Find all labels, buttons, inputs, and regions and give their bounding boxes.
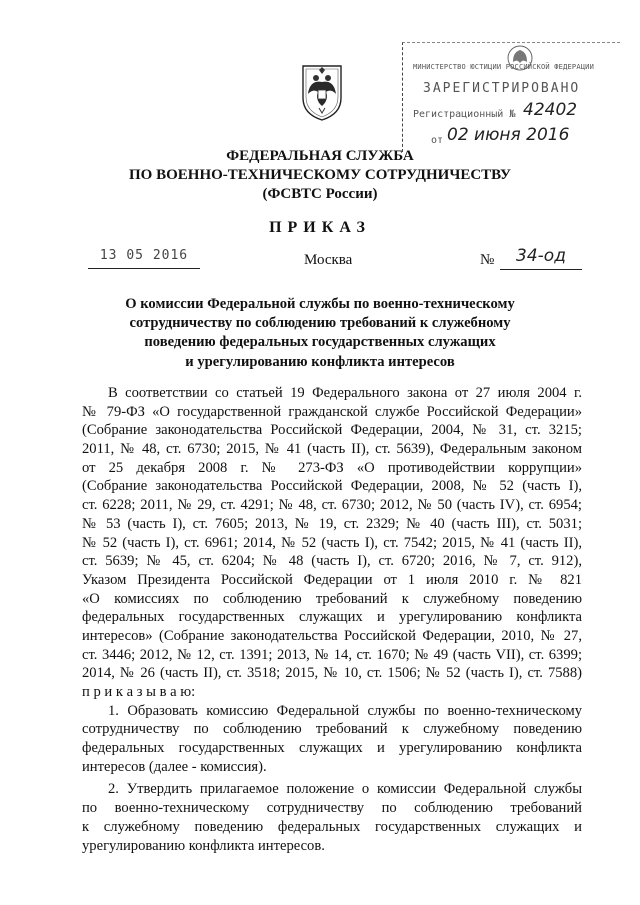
item2-line: урегулированию конфликта интересов.: [82, 837, 325, 854]
item1-line: сотрудничеству по соблюдению требований к служебному поведению: [82, 721, 582, 738]
item2-line: 2. Утвердить прилагаемое положение о комиссии Федеральной службы: [108, 781, 582, 798]
body-line: Указом Президента Российской Федерации от 1 июля 2010 г. № 821: [82, 571, 582, 588]
registration-stamp: [402, 42, 620, 152]
order-number: 34-од: [500, 246, 582, 270]
order-number-sign: №: [480, 252, 495, 268]
body-line: (Собрание законодательства Российской Федерации, 2004, № 31, ст. 3215;: [82, 422, 582, 439]
item1-line: федеральных государственных служащих и урегулированию конфликта: [82, 740, 582, 757]
stamp-date-prefix: от: [431, 135, 444, 146]
item2-line: по военно-техническому сотрудничеству по соблюдению требований: [82, 800, 582, 817]
subject-line: и урегулированию конфликта интересов: [185, 353, 455, 370]
subject-line: сотрудничеству по соблюдению требований к служебному: [129, 315, 511, 332]
subject-line: поведению федеральных государственных служащих: [144, 334, 496, 351]
order-subject: [90, 295, 550, 372]
body-line: ст. 3446; 2012, № 12, ст. 1391; 2013, № 14, ст. 1670; № 49 (часть VII), ст. 6399;: [82, 646, 582, 663]
body-line: «О комиссиях по соблюдению требований к служебному поведению: [82, 590, 582, 607]
order-body: [82, 384, 582, 855]
body-line: № 79-ФЗ «О государственной гражданской службе Российской Федерации»: [82, 403, 582, 420]
body-line: В соответствии со статьей 19 Федерального закона от 27 июля 2004 г.: [108, 385, 582, 401]
agency-name-line2: ПО ВОЕННО-ТЕХНИЧЕСКОМУ СОТРУДНИЧЕСТВУ: [129, 167, 511, 183]
body-line: ст. 6228; 2011, № 29, ст. 4291; № 48, ст. 6730; 2012, № 50 (часть IV), ст. 6954;: [82, 497, 582, 514]
stamp-registered: ЗАРЕГИСТРИРОВАНО: [423, 81, 581, 96]
body-line: № 52 (часть I), ст. 6961; 2014, № 52 (часть I), ст. 7542; 2015, № 41 (часть II),: [82, 534, 582, 551]
body-line: ст. 5639; № 45, ст. 6204; № 48 (часть I), ст. 6720; 2016, № 7, ст. 912),: [82, 553, 582, 570]
body-line: 2011, № 48, ст. 6730; 2015, № 41 (часть II), ст. 5639), Федеральным законом: [82, 441, 582, 458]
stamp-date-value: 02 июня 2016: [447, 125, 570, 145]
state-emblem-icon: [299, 60, 345, 122]
stamp-ministry: МИНИСТЕРСТВО ЮСТИЦИИ РОССИЙСКОЙ ФЕДЕРАЦИИ: [413, 63, 594, 71]
body-line-order-verb: п р и к а з ы в а ю:: [82, 684, 196, 700]
document-title: ПРИКАЗ: [269, 219, 371, 236]
stamp-reg-number: 42402: [523, 100, 578, 120]
body-line: 2014, № 26 (часть II), ст. 3518; 2015, № 10, ст. 1506; № 52 (часть I), ст. 7588): [82, 665, 582, 682]
order-date: 13 05 2016: [88, 248, 200, 269]
body-line: № 53 (часть I), ст. 7605; 2013, № 19, ст. 2329; № 40 (часть III), ст. 5031;: [82, 515, 582, 532]
stamp-reg-label: Регистрационный №: [413, 109, 516, 120]
item2-line: к служебному поведению федеральных государственных служащих и: [82, 818, 582, 835]
agency-abbreviation: (ФСВТС России): [262, 186, 378, 202]
body-line: интересов» (Собрание законодательства Российской Федерации, 2010, № 27,: [82, 627, 582, 644]
body-line: (Собрание законодательства Российской Федерации, 2008, № 52 (часть I),: [82, 478, 582, 495]
subject-line: О комиссии Федеральной службы по военно-техническому: [125, 296, 515, 312]
item1-line: 1. Образовать комиссию Федеральной службы по военно-техническому: [108, 702, 582, 719]
body-line: от 25 декабря 2008 г. № 273-ФЗ «О противодействии коррупции»: [82, 459, 582, 476]
agency-name-line1: ФЕДЕРАЛЬНАЯ СЛУЖБА: [226, 148, 414, 164]
order-city: Москва: [304, 252, 353, 268]
body-line: федеральных государственных служащих и урегулированию конфликта: [82, 609, 582, 626]
item1-line: интересов (далее - комиссия).: [82, 758, 267, 775]
